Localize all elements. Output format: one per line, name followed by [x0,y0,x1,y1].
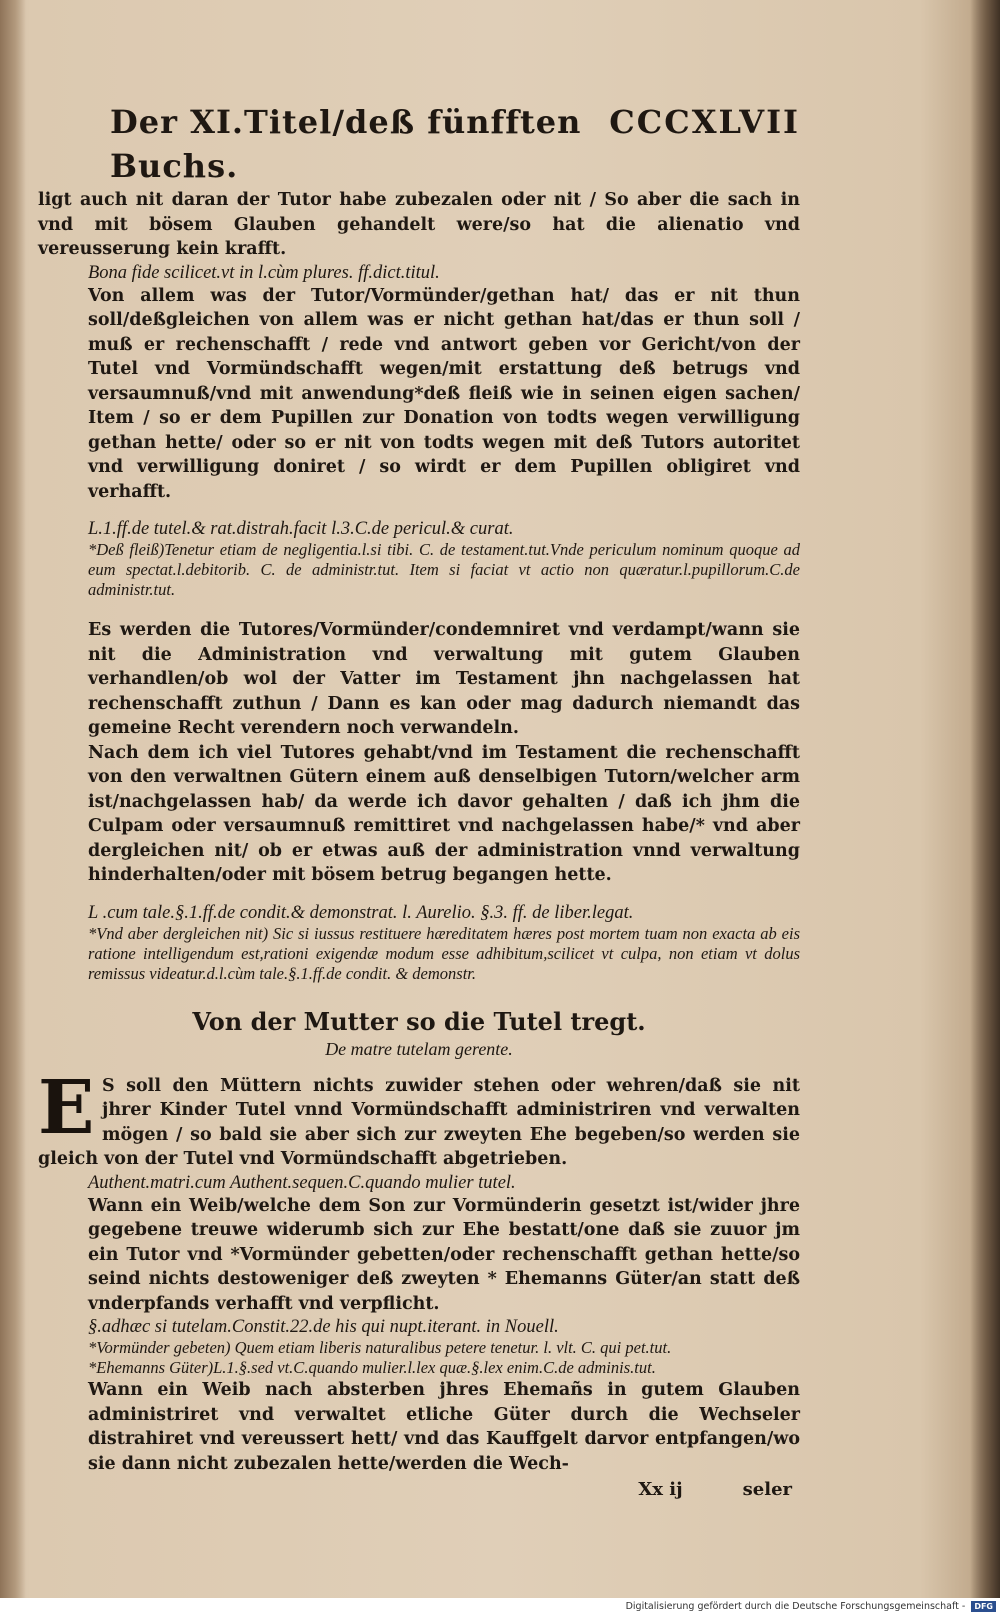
latin-citation: L.1.ff.de tutel.& rat.distrah.facit l.3.C.de pericul.& curat. [88,519,514,539]
initial-paragraph [38,1064,800,1172]
footnote: *Ehemanns Güter)L.1.§.sed vt.C.quando mulier.l.lex quæ.§.lex enim.C.de adminis.tut. [88,1358,656,1377]
paragraph: Wann ein Weib nach absterben jhres Ehemañs in gutem Glauben administriret vnd verwaltet etliche Güter durch die Wechseler distrahiret vnd vereussert hett/ vnd das Kauffgelt darvor entpfangen/wo sie dann nicht zubezalen hette/werden die Wech- [88,1380,800,1474]
catchword: seler [742,1479,792,1500]
spacer [38,600,800,618]
section-subheading: De matre tutelam gerente. [325,1038,513,1059]
page-edge [970,0,1000,1598]
drop-initial: E [38,1064,95,1151]
paragraph: Wann ein Weib/welche dem Son zur Vormünderin gesetzt ist/wider jhre gegebene treuwe widerumb sich zur Ehe bestatt/one daß sie zuuor jm ein Tutor vnd *Vormünder gebetten/oder rechenschafft gethan hette/so seind nichts destoweniger deß zweyten * Ehemanns Güter/an statt deß vnderpfands verhafft vnd verpflicht. [88,1195,800,1314]
latin-citation: Authent.matri.cum Authent.sequen.C.quando mulier tutel. [88,1172,516,1193]
section-heading: Von der Mutter so die Tutel tregt. [192,1006,646,1036]
footnote: *Vnd aber dergleichen nit) Sic si iussus restituere hæreditatem hæres post mortem tuam non exacta ab eis ratione intelligendum est,rationi exigendæ modum esse adhibitum,scilicet vt culpa, non etiam vt dolus remissus videatur.d.l.cùm tale.§.1.ff.de condit. & demonstr. [88,923,800,983]
signature-mark: Xx ij [638,1479,683,1500]
paragraph: Es werden die Tutores/Vormünder/condemniret vnd verdampt/wann sie nit die Administration vnd verwaltung mit gutem Glauben verhandlen/ob wol der Vatter im Testament jhn nachgelassen hat rechenschafft zuthun / Dann es kan oder mag dadurch niemandt das gemeine Recht verendern noch verwandeln. [88,620,800,738]
dfg-logo: DFG [971,1601,996,1612]
page-gutter [0,0,26,1598]
paragraph: S soll den Müttern nichts zuwider stehen oder wehren/daß sie nit jhrer Kinder Tutel vnnd Vormündschafft administriren vnd verwalten mögen / so bald sie aber sich zur zweyten Ehe begeben/so werden sie gleich von der Tutel vnd Vormündschafft abgetrieben. [38,1075,800,1169]
latin-citation: L .cum tale.§.1.ff.de condit.& demonstrat. l. Aurelio. §.3. ff. de liber.legat. [88,902,634,923]
paragraph: ligt auch nit daran der Tutor habe zubezalen oder nit / So aber die sach in vnd mit bösem Glauben gehandelt were/so hat die alienatio vnd vereusserung kein krafft. [38,190,800,259]
footnote: *Deß fleiß)Tenetur etiam de negligentia.l.si tibi. C. de testament.tut.Vnde periculum nominum quoque ad eum spectat.l.debitorib. C. de administr.tut. Item si faciat vt actio non quæratur.l.pupillorum.C.de administr.tut. [88,540,800,599]
digitization-footer [0,1598,1000,1615]
latin-citation: Bona fide scilicet.vt in l.cùm plures. ff.dict.titul. [88,262,440,283]
paragraph: Nach dem ich viel Tutores gehabt/vnd im Testament die rechenschafft von den verwaltnen Gütern einem auß denselbigen Tutorn/welcher arm ist/nachgelassen hab/ da werde ich davor gehalten / daß ich jhm die Culpam oder versaumnuß remittiret vnd nachgelassen habe/* vnd aber dergleichen nit/ ob er etwas auß der administration vnnd verwaltung hinderhalten/oder mit bösem betrug begangen hette. [88,742,800,885]
page-catchwords [38,1478,800,1502]
footnote: *Vormünder gebeten) Quem etiam liberis naturalibus petere tenetur. l. vlt. C. qui pet.tut. [88,1338,672,1357]
footer-credit: Digitalisierung gefördert durch die Deutsche Forschungsgemeinschaft - [625,1601,966,1612]
latin-citation: §.adhæc si tutelam.Constit.22.de his qui nupt.iterant. in Nouell. [88,1317,559,1337]
running-head-title: Der XI.Titel/deß fünfften Buchs. [110,103,582,185]
running-head [110,100,800,188]
paragraph: Von allem was der Tutor/Vormünder/gethan hat/ das er nit thun soll/deßgleichen von allem was er nicht gethan hat/das er thun soll / muß er rechenschafft / rede vnd antwort geben vor Gericht/von der Tutel vnd Vormündschafft wegen/mit erstattung deß betrugs vnd versaumnuß/vnd mit anwendung*deß fleiß wie in seinen eigen sachen/ Item / so er dem Pupillen zur Donation von todts wegen verwilligung gethan hette/ oder so er nit von todts wegen mit deß Tutors autoritet vnd verwilligung doniret / so wirdt er dem Pupillen obligiret vnd verhafft. [88,285,800,502]
text-block [38,100,800,1502]
folio-number: CCCXLVII [609,103,800,141]
